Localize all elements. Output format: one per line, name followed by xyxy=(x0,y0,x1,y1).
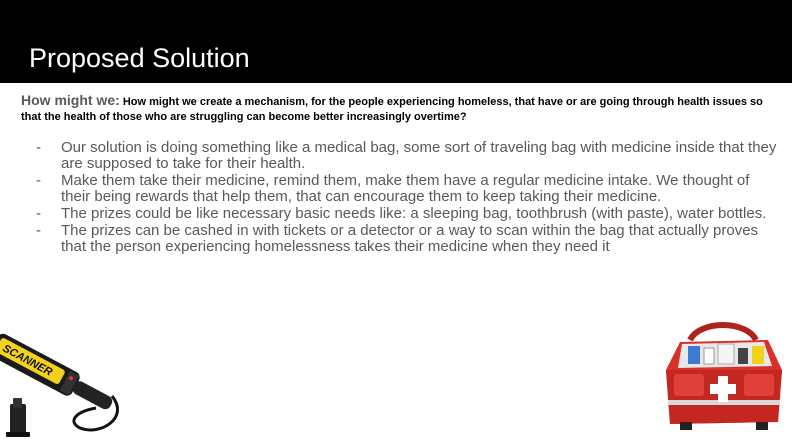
solution-bullet-list xyxy=(36,140,781,256)
scanner-label: SCANNER xyxy=(0,342,55,379)
how-might-we-lead: How might we: xyxy=(21,92,120,108)
how-might-we-statement xyxy=(21,93,781,125)
bullet-text: The prizes can be cashed in with tickets or a detector or a way to scan within the bag that actually proves that the person experiencing homelessness takes their medicine when they need it xyxy=(61,222,759,255)
list-item xyxy=(36,223,781,255)
title-bar xyxy=(0,0,792,83)
bullet-text: The prizes could be like necessary basic needs like: a sleeping bag, toothbrush (with paste), water bottles. xyxy=(61,205,767,222)
bullet-marker: - xyxy=(36,172,41,189)
bullet-text: Our solution is doing something like a medical bag, some sort of traveling bag with medicine inside that they are supposed to take for their health. xyxy=(61,139,777,172)
bullet-marker: - xyxy=(36,205,41,222)
medical-bag-image xyxy=(660,318,786,438)
list-item xyxy=(36,140,781,172)
list-item xyxy=(36,206,781,222)
bullet-marker: - xyxy=(36,139,41,156)
bullet-marker: - xyxy=(36,222,41,239)
scanner-wand-image xyxy=(0,328,130,438)
slide-title: Proposed Solution xyxy=(29,43,250,73)
bullet-text: Make them take their medicine, remind them, make them have a regular medicine intake. We thought of their being rewards that help them, that can encourage them to keep taking their medicine. xyxy=(61,172,750,205)
how-might-we-question: How might we create a mechanism, for the people experiencing homeless, that have or are going through health issues so that the health of those who are struggling can become better increasingly overtime? xyxy=(21,96,763,123)
list-item xyxy=(36,173,781,205)
